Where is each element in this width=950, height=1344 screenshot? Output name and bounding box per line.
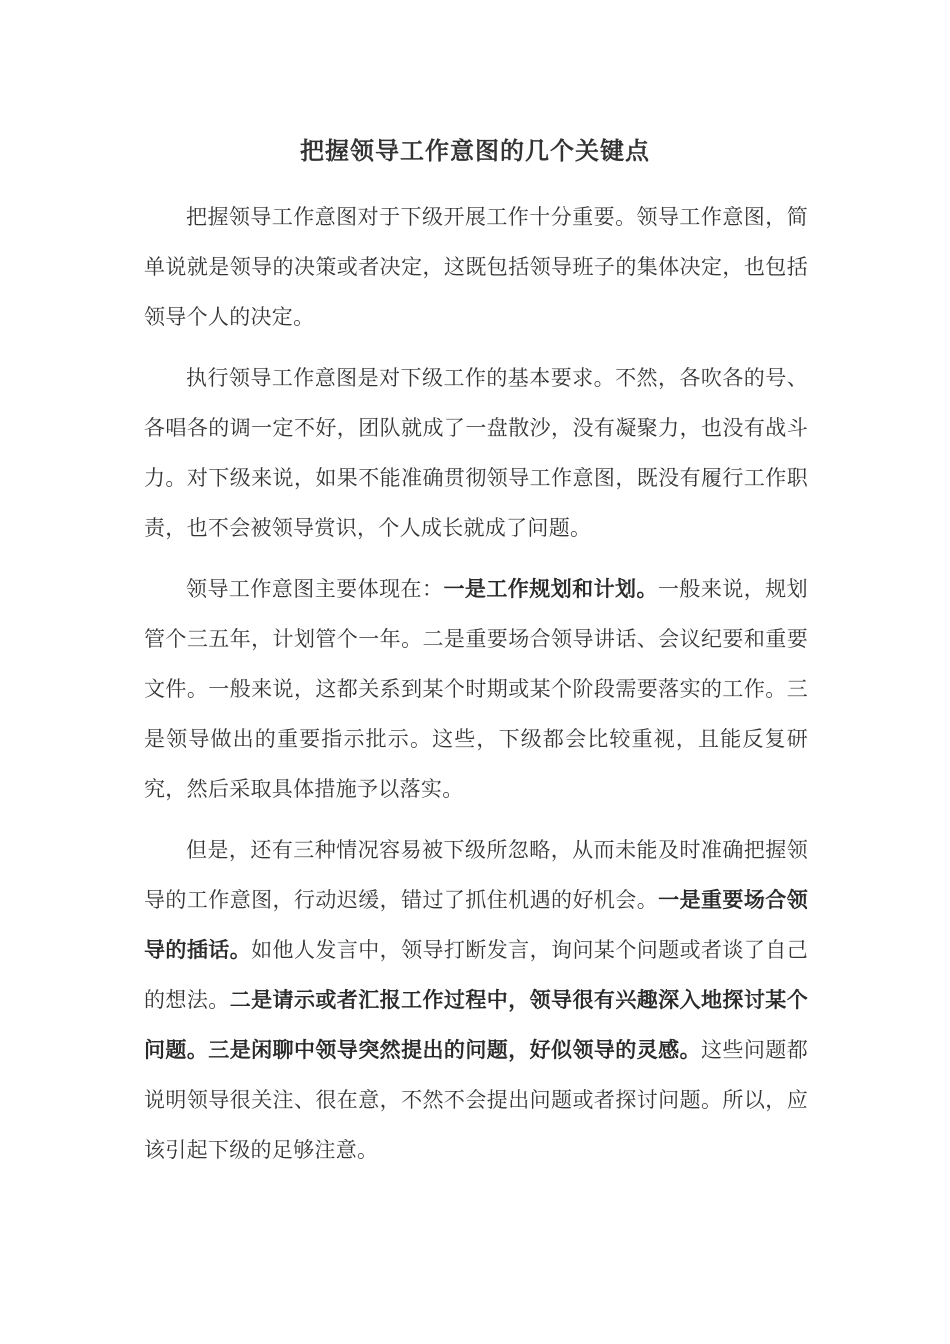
paragraph-text: 执行领导工作意图是对下级工作的基本要求。不然，各吹各的号、各唱各的调一定不好，团队就成了一盘散沙，没有凝聚力，也没有战斗力。对下级来说，如果不能准确贯彻领导工作意图，既没有履行工作职责，也不会被领导赏识，个人成长就成了问题。 [144,366,808,540]
paragraph-2 [144,353,808,553]
paragraph-text: 这些问题都说明领导很关注、很在意，不然不会提出问题或者探讨问题。所以，应该引起下级的足够注意。 [144,1038,808,1162]
paragraph-1 [144,192,808,342]
paragraph-text: 把握领导工作意图对于下级开展工作十分重要。领导工作意图，简单说就是领导的决策或者决定，这既包括领导班子的集体决定，也包括领导个人的决定。 [144,205,808,329]
paragraph-text: 如他人发言中，领导打断发言，询问某个问题或者谈了自己的想法。 [144,938,808,1012]
paragraph-text: 领导工作意图主要体现在： [186,577,444,601]
document-title: 把握领导工作意图的几个关键点 [300,137,650,165]
bold-emphasis: 一是重要场合领导的插话。 [144,888,808,962]
bold-emphasis: 一是工作规划和计划。 [443,577,658,601]
bold-emphasis: 二是请示或者汇报工作过程中，领导很有兴趣深入地探讨某个问题。三是闲聊中领导突然提出的问题，好似领导的灵感。 [144,988,808,1062]
document-body [144,192,808,1186]
paragraph-text: 但是，还有三种情况容易被下级所忽略，从而未能及时准确把握领导的工作意图，行动迟缓，错过了抓住机遇的好机会。 [144,838,808,912]
paragraph-3 [144,564,808,814]
paragraph-text: 一般来说，规划管个三五年，计划管个一年。二是重要场合领导讲话、会议纪要和重要文件。一般来说，这都关系到某个时期或某个阶段需要落实的工作。三是领导做出的重要指示批示。这些，下级都会比较重视，且能反复研究，然后采取具体措施予以落实。 [144,577,808,801]
paragraph-4 [144,825,808,1175]
